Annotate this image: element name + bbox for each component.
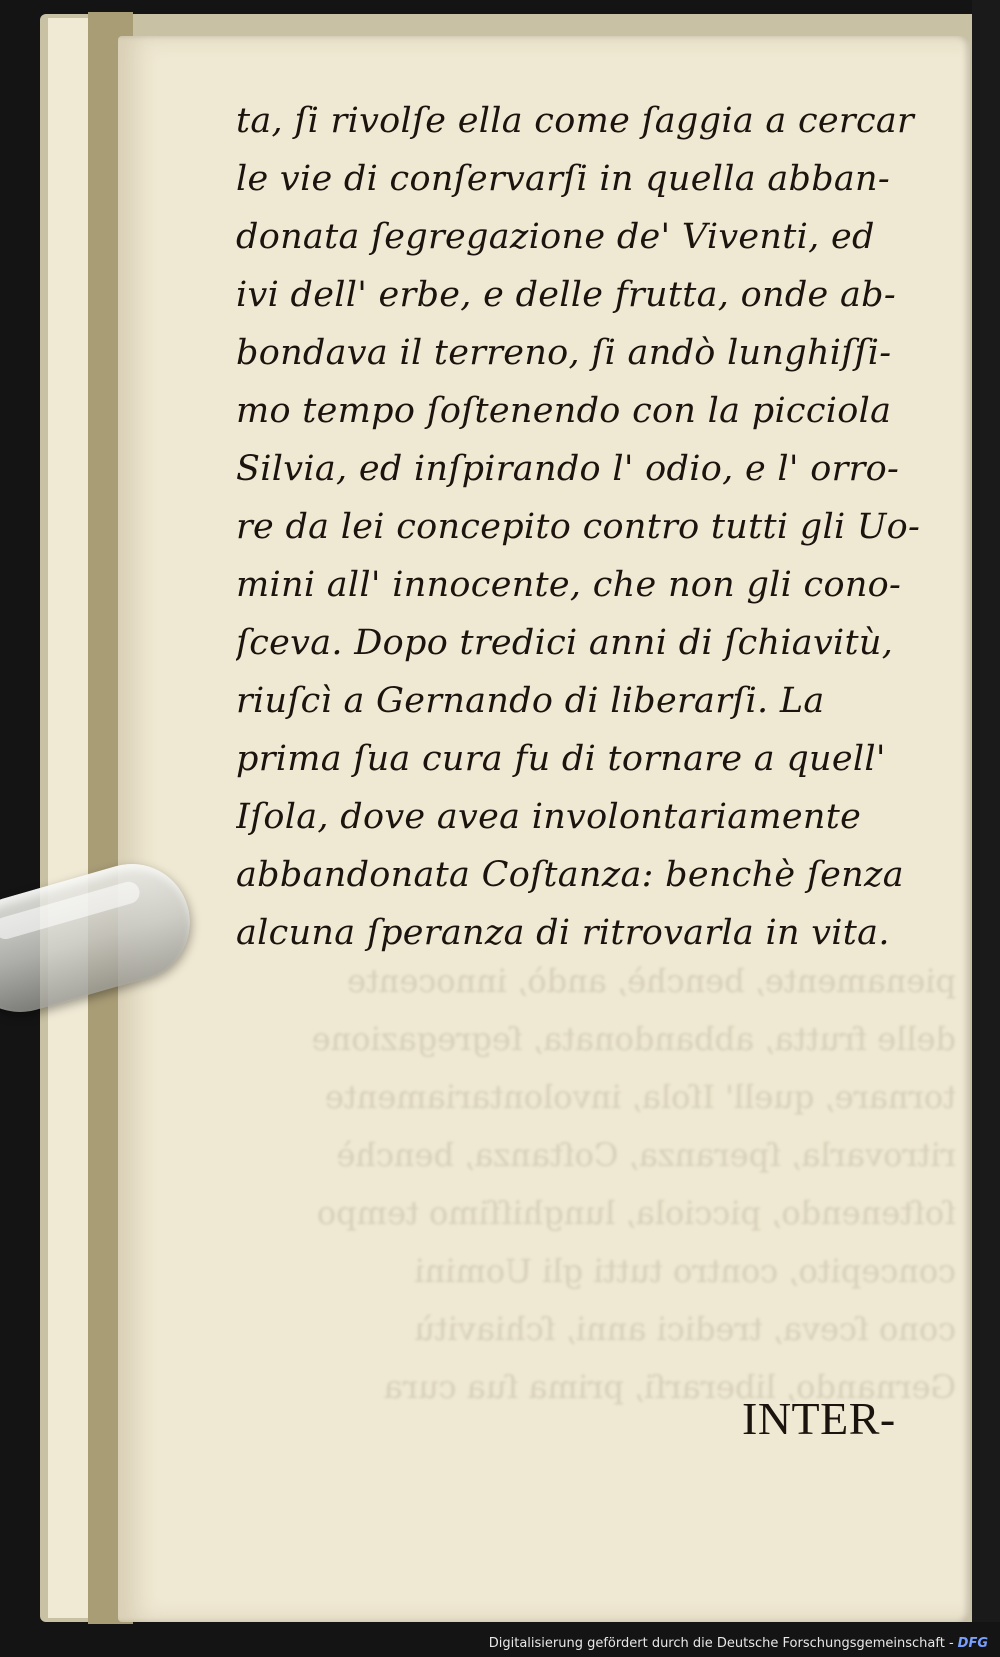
text-line: ivi dell' erbe, e delle frutta, onde ab-: [236, 275, 896, 315]
catchword: INTER-: [742, 1393, 896, 1444]
text-line: Silvia, ed inſpirando l' odio, e l' orro-: [236, 449, 900, 489]
text-line: ſceva. Dopo tredici anni di ſchiavitù,: [236, 623, 894, 663]
text-line: abbandonata Coſtanza: benchè ſenza: [236, 855, 904, 895]
underlying-page-edge: [48, 18, 91, 1618]
bleed-line: delle frutta, abbandonata, ſegregazione: [311, 1020, 956, 1058]
page-body-text: [236, 92, 966, 962]
text-line: le vie di conſervarſi in quella abban-: [236, 159, 891, 199]
dfg-logo: DFG: [957, 1636, 988, 1651]
text-line: alcuna ſperanza di ritrovarla in vita.: [236, 913, 890, 953]
bleed-line: tornare, quell' Iſola, involontariamente: [324, 1078, 956, 1116]
text-line: donata ſegregazione de' Viventi, ed: [236, 217, 875, 257]
text-line: prima ſua cura fu di tornare a quell': [236, 739, 886, 779]
bleed-line: Gernando, liberarſi, prima ſua cura: [383, 1368, 956, 1406]
text-line: mo tempo ſoſtenendo con la picciola: [236, 391, 892, 431]
text-line: bondava il terreno, ſi andò lunghiſſi-: [236, 333, 892, 373]
bleed-line: pienamente, benchè, andò, innocente: [347, 962, 956, 1000]
bleed-line: ſoſtenendo, picciola, lunghiſſimo tempo: [316, 1194, 956, 1232]
bleed-through-text: [236, 952, 956, 1416]
text-line: re da lei concepito contro tutti gli Uo-: [236, 507, 921, 547]
page-edge-shadow: [972, 0, 1000, 1622]
bleed-line: cono ſceva, tredici anni, ſchiavitù: [414, 1310, 956, 1348]
text-line: mini all' innocente, che non gli cono-: [236, 565, 902, 605]
credit-text: Digitalisierung gefördert durch die Deutsche Forschungsgemeinschaft -: [488, 1636, 954, 1651]
bleed-line: ritrovarla, ſperanza, Coſtanza, benchè: [336, 1136, 956, 1174]
text-line: ta, ſi rivolſe ella come ſaggia a cercar: [236, 101, 915, 141]
text-line: riuſcì a Gernando di liberarſi. La: [236, 681, 825, 721]
text-line: Iſola, dove avea involontariamente: [236, 797, 862, 837]
bleed-line: concepito, contro tutti gli Uomini: [414, 1252, 956, 1290]
digitization-credit: [489, 1636, 988, 1651]
clip-highlight: [0, 879, 142, 941]
